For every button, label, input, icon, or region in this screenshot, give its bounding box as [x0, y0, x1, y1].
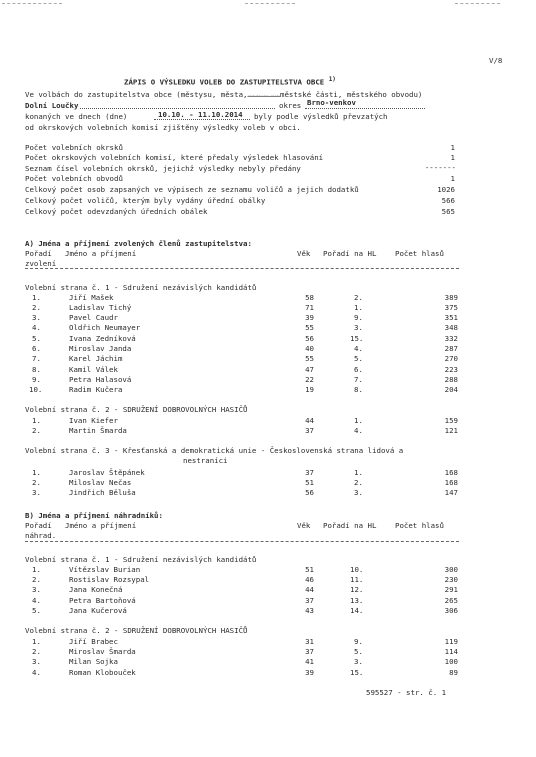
table-cell: 71	[305, 303, 314, 312]
col-header-votes: Počet hlasů	[395, 249, 444, 258]
table-cell: 37	[305, 596, 314, 605]
stat-value: 565	[441, 207, 455, 216]
table-cell: Vítězslav Burian	[69, 565, 141, 574]
table-cell: 4.	[354, 344, 363, 353]
col-header-order: Pořadí	[25, 249, 52, 258]
table-cell: Jiří Mašek	[69, 293, 114, 302]
table-cell: 5.	[32, 334, 41, 343]
intro-line-3-suffix: byly podle výsledků převzatých	[254, 112, 388, 121]
table-cell: 4.	[32, 596, 41, 605]
table-cell: 291	[444, 585, 458, 594]
table-cell: 288	[444, 375, 458, 384]
party-heading: Volební strana č. 1 - Sdružení nezávislých kandidátů	[25, 555, 257, 564]
fill-line	[305, 108, 425, 109]
table-cell: 9.	[354, 637, 363, 646]
table-cell: Kamil Válek	[69, 365, 118, 374]
table-cell: 8.	[354, 385, 363, 394]
table-cell: Miroslav Janda	[69, 344, 132, 353]
header-divider	[25, 268, 459, 269]
scan-edge-mark	[2, 3, 62, 4]
table-cell: 89	[449, 668, 458, 677]
table-cell: Jindřich Běluša	[69, 488, 136, 497]
table-cell: ZÁPIS O VÝSLEDKU VOLEB DO ZASTUPITELSTVA OBCE	[124, 77, 325, 87]
col-header-name: Jméno a příjmení	[65, 249, 137, 258]
table-cell: 287	[444, 344, 458, 353]
municipality-name: Dolní Loučky	[25, 101, 79, 110]
table-cell: 51	[305, 565, 314, 574]
table-cell: 3.	[32, 313, 41, 322]
table-cell: 3.	[354, 488, 363, 497]
table-cell: 15.	[350, 668, 364, 677]
table-cell: Petra Bartoňová	[69, 596, 136, 605]
table-cell: Ladislav Tichý	[69, 303, 132, 312]
table-cell: 168	[444, 478, 458, 487]
section-b-title: B) Jména a příjmení náhradníků:	[25, 511, 163, 520]
table-cell: 19	[305, 385, 314, 394]
table-cell: 119	[444, 637, 458, 646]
table-cell: Ivana Zedníková	[69, 334, 136, 343]
table-cell: 1.	[32, 468, 41, 477]
table-cell: Roman Klobouček	[69, 668, 136, 677]
party-heading: Volební strana č. 2 - SDRUŽENÍ DOBROVOLNÝCH HASIČŮ	[25, 626, 248, 635]
page-code: V/8	[489, 56, 503, 65]
table-cell: 44	[305, 585, 314, 594]
stat-label: Celkový počet odevzdaných úředních obálek	[25, 207, 208, 216]
stat-label: Počet volebních okrsků	[25, 143, 123, 152]
intro-line-1	[25, 90, 422, 101]
intro-line-4: od okrskových volebních komisí zjištěny výsledky voleb v obci.	[25, 123, 301, 132]
table-cell: 37	[305, 468, 314, 477]
table-cell: 9.	[354, 313, 363, 322]
stat-value: 1026	[437, 185, 455, 194]
table-cell: 1.	[32, 293, 41, 302]
okres-label: okres	[279, 101, 302, 110]
table-cell: 230	[444, 575, 458, 584]
stat-value: 1	[450, 143, 455, 152]
table-cell: městské části, městského obvodu)	[280, 90, 423, 99]
table-cell: 47	[305, 365, 314, 374]
table-cell: 7.	[32, 354, 41, 363]
party-heading: Volební strana č. 3 - Křesťanská a demokratická unie - Československá strana lidová a	[25, 446, 404, 455]
col-header-order: Pořadí	[25, 521, 52, 530]
table-cell: Miroslav Šmarda	[69, 647, 136, 656]
col-header-order-2: náhrad.	[25, 531, 57, 540]
table-cell: 39	[305, 313, 314, 322]
table-cell: 8.	[32, 365, 41, 374]
table-cell: 2.	[32, 647, 41, 656]
table-cell: 55	[305, 323, 314, 332]
scan-edge-mark	[455, 3, 500, 4]
stat-label: Počet okrskových volebních komisí, které předaly výsledek hlasování	[25, 153, 324, 162]
table-cell: 3.	[32, 585, 41, 594]
table-cell: 43	[305, 606, 314, 615]
table-cell: 6.	[32, 344, 41, 353]
table-cell: 147	[444, 488, 458, 497]
table-cell: Martin Šmarda	[69, 426, 127, 435]
header-divider	[25, 541, 459, 542]
table-cell: 10.	[29, 385, 43, 394]
table-cell: 2.	[32, 426, 41, 435]
table-cell: 55	[305, 354, 314, 363]
table-cell: 389	[444, 293, 458, 302]
fill-line	[80, 108, 275, 109]
stat-label: Počet volebních obvodů	[25, 174, 123, 183]
table-cell: Jaroslav Štěpánek	[69, 468, 145, 477]
table-cell: 7.	[354, 375, 363, 384]
table-cell: Jiří Brabec	[69, 637, 118, 646]
table-cell: 58	[305, 293, 314, 302]
table-cell: 5.	[354, 647, 363, 656]
table-cell: 300	[444, 565, 458, 574]
table-cell: 351	[444, 313, 458, 322]
table-cell: 15.	[350, 334, 364, 343]
table-cell: 1.	[354, 468, 363, 477]
table-cell: 13.	[350, 596, 364, 605]
table-cell: 114	[444, 647, 458, 656]
party-heading-continued: nestraníci	[183, 456, 228, 465]
table-cell: Petra Halasová	[69, 375, 132, 384]
page-footer: 595527 - str. č. 1	[366, 688, 447, 697]
stat-label: Celkový počet voličů, kterým byly vydány úřední obálky	[25, 196, 266, 205]
party-heading: Volební strana č. 1 - Sdružení nezávislých kandidátů	[25, 283, 257, 292]
table-cell: 4.	[32, 323, 41, 332]
col-header-votes: Počet hlasů	[395, 521, 444, 530]
stat-label: Seznam čísel volebních okrsků, jejichž výsledky nebyly předány	[25, 164, 301, 173]
table-cell: 1.	[354, 303, 363, 312]
section-a-title: A) Jména a příjmení zvolených členů zastupitelstva:	[25, 239, 252, 248]
table-cell: 306	[444, 606, 458, 615]
table-cell: 10.	[350, 565, 364, 574]
table-cell: 1.	[32, 565, 41, 574]
stat-value: 1	[450, 174, 455, 183]
table-cell: 12.	[350, 585, 364, 594]
fill-line	[154, 119, 250, 120]
table-cell: 3.	[32, 657, 41, 666]
table-cell: 2.	[32, 303, 41, 312]
table-cell: 168	[444, 468, 458, 477]
table-cell: 41	[305, 657, 314, 666]
table-cell: 223	[444, 365, 458, 374]
table-cell: 56	[305, 334, 314, 343]
table-cell: Milan Sojka	[69, 657, 118, 666]
table-cell: 2.	[354, 293, 363, 302]
table-cell: 9.	[32, 375, 41, 384]
table-cell: Jana Konečná	[69, 585, 123, 594]
table-cell: Ivan Kiefer	[69, 416, 118, 425]
table-cell: 31	[305, 637, 314, 646]
table-cell: 159	[444, 416, 458, 425]
table-cell: 204	[444, 385, 458, 394]
col-header-rank: Pořadí na HL	[323, 249, 377, 258]
table-cell: 100	[444, 657, 458, 666]
table-cell: Rostislav Rozsypal	[69, 575, 150, 584]
table-cell: 5.	[32, 606, 41, 615]
party-heading: Volební strana č. 2 - SDRUŽENÍ DOBROVOLNÝCH HASIČŮ	[25, 405, 248, 414]
table-cell: 3.	[354, 657, 363, 666]
table-cell: 265	[444, 596, 458, 605]
table-cell: 348	[444, 323, 458, 332]
col-header-rank: Pořadí na HL	[323, 521, 377, 530]
table-cell: 5.	[354, 354, 363, 363]
table-cell: 375	[444, 303, 458, 312]
table-cell: 121	[444, 426, 458, 435]
table-cell: 2.	[32, 478, 41, 487]
col-header-name: Jméno a příjmení	[65, 521, 137, 530]
table-cell: 11.	[350, 575, 364, 584]
district-name: Brno-venkov	[307, 98, 356, 107]
col-header-order-2: zvolení	[25, 259, 57, 268]
table-cell: 46	[305, 575, 314, 584]
table-cell: 4.	[32, 668, 41, 677]
table-cell: 1.	[32, 637, 41, 646]
table-cell: 39	[305, 668, 314, 677]
table-cell: 3.	[32, 488, 41, 497]
table-cell: Ve volbách do zastupitelstva obce (městysu, města,	[25, 90, 248, 99]
table-cell: Pavel Caudr	[69, 313, 118, 322]
stat-value: -------	[424, 163, 456, 172]
table-cell: Jana Kučerová	[69, 606, 127, 615]
election-dates: 10.10. - 11.10.2014	[158, 110, 243, 119]
table-cell: 44	[305, 416, 314, 425]
intro-line-3-prefix: konaných ve dnech (dne)	[25, 112, 128, 121]
stat-value: 566	[441, 196, 455, 205]
table-cell: Oldřich Neumayer	[69, 323, 141, 332]
table-cell: 22	[305, 375, 314, 384]
document-title	[124, 75, 336, 86]
stat-value: 1	[450, 153, 455, 162]
table-cell: 1.	[32, 416, 41, 425]
table-cell: Radim Kučera	[69, 385, 123, 394]
stat-label: Celkový počet osob zapsaných ve výpisech ze seznamu voličů a jejich dodatků	[25, 185, 359, 194]
table-cell: 3.	[354, 323, 363, 332]
table-cell: 1.	[354, 416, 363, 425]
table-cell: 4.	[354, 426, 363, 435]
scan-edge-mark	[245, 3, 295, 4]
table-cell: 2.	[354, 478, 363, 487]
table-cell: 2.	[32, 575, 41, 584]
table-cell: 37	[305, 426, 314, 435]
table-cell: Miloslav Nečas	[69, 478, 132, 487]
table-cell: 6.	[354, 365, 363, 374]
table-cell: 14.	[350, 606, 364, 615]
footnote-mark: 1)	[328, 76, 336, 83]
col-header-age: Věk	[297, 249, 311, 258]
table-cell: 332	[444, 334, 458, 343]
table-cell: 40	[305, 344, 314, 353]
table-cell: 37	[305, 647, 314, 656]
table-cell: 56	[305, 488, 314, 497]
table-cell: 270	[444, 354, 458, 363]
col-header-age: Věk	[297, 521, 311, 530]
table-cell: 51	[305, 478, 314, 487]
struck-text: statutárního města	[247, 94, 280, 98]
table-cell: Karel Jáchim	[69, 354, 123, 363]
